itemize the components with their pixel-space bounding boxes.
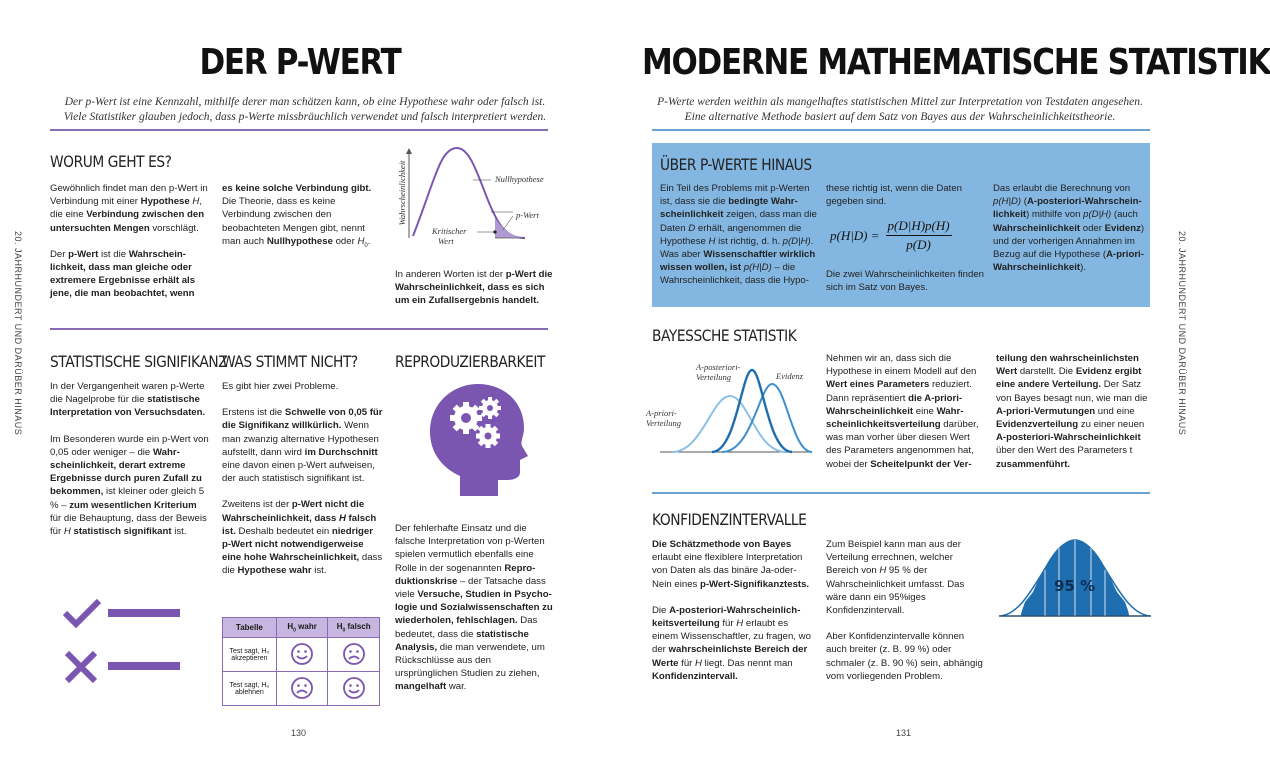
head-gears-icon — [420, 380, 530, 498]
ueber-p1: Ein Teil des Problems mit p-Werten ist, dass sie die bedingte Wahrscheinlichkeit zeigen, dass man die Daten D erhält, angenommen die Hypothese H ist richtig, d. h. p(D|H). Was aber Wissenschaftler wirklich wissen wollen, ist p(H|D) – die Wahrscheinlichkeit, dass die Hypo- — [660, 183, 817, 287]
bayes-formula — [830, 218, 988, 253]
ueber-heading: ÜBER P-WERTE HINAUS — [660, 155, 812, 174]
table-r2c2 — [328, 672, 380, 706]
repro-heading: REPRODUZIERBARKEIT — [395, 352, 545, 371]
repro-p1: Der fehlerhafte Einsatz und die falsche Interpretation von p-Werten spielen vermutlich ebenfalls eine Rolle in der sogenannten Reproduktionskrise – der Tatsache dass viele Versuche, Studien in Psychologie und Sozialwissenschaften zu wiederholen, fehlschlagen. Das bedeutet, dass die statistische Analysis, die man verwendete, um Rückschlüsse aus den ursprünglichen Studien zu ziehen, mangelhaft war. — [395, 523, 553, 693]
curve-ylabel: Wahrscheinlichkeit — [397, 160, 407, 226]
ueber-col3 — [993, 182, 1147, 274]
table-r1c2 — [328, 638, 380, 672]
smiley-icon — [290, 642, 314, 666]
sig-p2: Im Besonderen wurde ein p-Wert von 0,05 oder weniger – die Wahrscheinlichkeit, derart extreme Ergebnisse durch puren Zufall zu bekommen, ist kleiner oder gleich 5 % – zum wesentlichen Kriterium für die Behauptung, dass der Beweis für H statistisch signifikant ist. — [50, 433, 209, 538]
stimmt-col — [222, 380, 384, 578]
null-curve-line — [413, 148, 525, 238]
formula-denominator: p(D) — [906, 237, 931, 252]
stimmt-p1: Es gibt hier zwei Probleme. — [222, 381, 339, 392]
lbl-posterior-2: Verteilung — [696, 372, 731, 382]
cross-bar — [108, 662, 180, 670]
worum-p1: Gewöhnlich findet man den p-Wert in Verbindung mit einer Hypothese H, die eine Verbindung zwischen den untersuchten Mengen vorschlägt. — [50, 183, 208, 234]
right-side-label: 20. JAHRHUNDERT UND DARÜBER HINAUS — [1177, 231, 1187, 436]
right-page-number: 131 — [896, 728, 912, 738]
left-intro — [40, 95, 570, 125]
repro-col — [395, 522, 553, 694]
curve-critical-label-2: Wert — [438, 236, 454, 246]
sig-col — [50, 380, 210, 538]
sig-heading: STATISTISCHE SIGNIFIKANZ — [50, 352, 228, 371]
ueber-col1 — [660, 182, 818, 288]
table-r2c1 — [276, 672, 328, 706]
worum-p4: In anderen Worten ist der p-Wert die Wahrscheinlichkeit, dass es sich um ein Zufallsergebnis handelt. — [395, 269, 553, 307]
table-col2: $H_0$ falsch — [328, 618, 380, 638]
curve-null-label: Nullhypothese — [495, 174, 544, 184]
bayes-p1: Nehmen wir an, dass sich die Hypothese in einem Modell auf den Wert eines Parameters reduziert. Dann repräsentiert die A-priori-Wahrscheinlichkeit eine Wahrscheinlichkeitsverteilung darüber, was man vorher über diesen Wert des Parameters angenommen hat, wobei der Scheitelpunkt der Ver- — [826, 353, 979, 470]
hypothesis-table — [222, 617, 380, 706]
bayes-col2 — [996, 352, 1150, 471]
right-mid-rule — [652, 492, 1150, 494]
curve-p-label: p-Wert — [516, 210, 539, 220]
formula-numerator: p(D|H)p(H) — [887, 218, 950, 233]
table-r1c1 — [276, 638, 328, 672]
worum-heading: WORUM GEHT ES? — [50, 152, 172, 171]
stimmt-heading: WAS STIMMT NICHT? — [222, 352, 358, 371]
ueber-col2b — [826, 268, 984, 294]
konf-p1: Die Schätzmethode von Bayes erlaubt eine flexiblere Interpretation von Daten als das binäre Ja-oder-Nein eines p-Wert-Signifikanztests. — [652, 539, 810, 590]
cross-icon — [64, 650, 98, 684]
worum-col3 — [395, 268, 555, 308]
lbl-prior — [646, 408, 681, 428]
left-side-label: 20. JAHRHUNDERT UND DARÜBER HINAUS — [13, 231, 23, 436]
left-intro-line-1: Der p-Wert ist eine Kennzahl, mithilfe derer man schätzen kann, ob eine Hypothese wahr oder falsch ist. — [64, 96, 546, 108]
worum-p2: Der p-Wert ist die Wahrscheinlichkeit, dass man gleiche oder extremere Ergebnisse erhält als jene, die man beobachtet, wenn — [50, 248, 196, 300]
table-col0: Tabelle — [223, 618, 277, 638]
lbl-posterior — [696, 362, 740, 382]
right-page-title: MODERNE MATHEMATISCHE STATISTIK — [642, 42, 1270, 83]
left-mid-rule — [50, 328, 548, 330]
lbl-posterior-1: A-posteriori- — [696, 362, 741, 372]
lbl-evidence: Evidenz — [776, 371, 803, 381]
konf-p2: Die A-posteriori-Wahrscheinlichkeitsverteilung für H erlaubt es einem Wissenschaftler, zu fragen, wo der wahrscheinlichste Bereich der Werte für H liegt. Das nennt man Konfidenzintervall. — [652, 604, 811, 682]
konf-col1 — [652, 538, 812, 683]
konf-p4: Aber Konfidenzintervalle können auch breiter (z. B. 99 %) oder schmaler (z. B. 90 %) sein, abhängig vom vorliegenden Problem. — [826, 631, 983, 682]
left-page-number: 130 — [291, 728, 307, 738]
ueber-p2: these richtig ist, wenn die Daten gegeben sind. — [826, 183, 962, 208]
smiley-icon — [342, 676, 366, 700]
confidence-bell-curve — [995, 530, 1155, 620]
konf-heading: KONFIDENZINTERVALLE — [652, 510, 807, 529]
lbl-prior-2: Verteilung — [646, 418, 681, 428]
bayes-heading: BAYESSCHE STATISTIK — [652, 326, 797, 345]
left-top-rule — [50, 129, 548, 131]
right-intro-line-2: Eine alternative Methode basiert auf dem Satz von Bayes aus der Wahrscheinlichkeitstheorie. — [684, 111, 1116, 123]
right-intro — [630, 95, 1170, 125]
stimmt-p2: Erstens ist die Schwelle von 0,05 für die Signifikanz willkürlich. Wenn man zwanzig alternative Hypothesen aufstellt, dann wird im Durchschnitt eine davon einen p-Wert aufweisen, der auch statistisch signifikant ist. — [222, 407, 383, 485]
curve-critical-label-1: Kritischer — [432, 226, 467, 236]
ueber-p3: Die zwei Wahrscheinlichkeiten finden sich im Satz von Bayes. — [826, 269, 985, 294]
frowny-icon — [290, 676, 314, 700]
right-top-rule — [652, 129, 1150, 131]
sig-p1: In der Vergangenheit waren p-Werte die Nagelprobe für die statistische Interpretation von Versuchsdaten. — [50, 381, 206, 419]
worum-col2 — [222, 182, 382, 253]
konf-p3: Zum Beispiel kann man aus der Verteilung errechnen, welcher Bereich von H 95 % der Wahrscheinlichkeit umfasst. Das wäre dann ein 95%iges Konfidenzintervall. — [826, 539, 965, 617]
worum-p3: es keine solche Verbindung gibt. Die Theorie, dass es keine Verbindung zwischen den beobachteten Mengen gibt, nennt man auch Nullhypothese oder $H_0$. — [222, 183, 372, 249]
ueber-p4: Das erlaubt die Berechnung von p(H|D) (A-posteriori-Wahrscheinlichkeit) mithilfe von p(D|H) (auch Wahrscheinlichkeit oder Evidenz) und der vorherigen Annahmen im Bezug auf die Hypothese (A-priori-Wahrscheinlichkeit). — [993, 183, 1145, 274]
check-bar — [108, 609, 180, 617]
curve-critical-label — [432, 226, 466, 246]
bayes-col1 — [826, 352, 984, 471]
worum-col1 — [50, 182, 210, 301]
stimmt-p3: Zweitens ist der p-Wert nicht die Wahrscheinlichkeit, dass H falsch ist. Deshalb bedeutet ein niedriger p-Wert nicht notwendigerweise eine hohe Wahrscheinlichkeit, dass die Hypothese wahr ist. — [222, 499, 383, 577]
null-hypothesis-curve — [395, 140, 555, 255]
left-intro-line-2: Viele Statistiker glauben jedoch, dass p-Werte missbräuchlich verwendet und falsch interpretiert werden. — [63, 111, 547, 123]
right-intro-line-1: P-Werte werden weithin als mangelhaftes statistischen Mittel zur Interpretation von Testdaten angesehen. — [657, 96, 1143, 108]
bell-label: 95 % — [1054, 577, 1096, 595]
konf-col2 — [826, 538, 986, 683]
posterior-curve — [712, 370, 792, 452]
ueber-col2 — [826, 182, 984, 208]
left-page-title: DER P-WERT — [199, 42, 401, 83]
formula-lhs: p(H|D) = — [830, 227, 880, 243]
prior-curve — [672, 396, 786, 452]
frowny-icon — [342, 642, 366, 666]
check-icon — [62, 598, 102, 628]
table-col1: $H_0$ wahr — [276, 618, 328, 638]
table-row1-label: Test sagt, H₀ akzeptieren — [223, 638, 277, 672]
p-value-area — [495, 218, 525, 238]
lbl-prior-1: A-priori- — [646, 408, 677, 418]
bayes-p2: teilung den wahrscheinlichsten Wert darstellt. Die Evidenz ergibt eine andere Verteilung. Der Satz von Bayes besagt nun, wie man die A-priori-Vermutungen und eine Evidenzverteilung zu einer neuen A-posteriori-Wahrscheinlichkeit über den Wert des Parameters t zusammenführt. — [996, 353, 1148, 470]
table-row2-label: Test sagt, H₀ ablehnen — [223, 672, 277, 706]
